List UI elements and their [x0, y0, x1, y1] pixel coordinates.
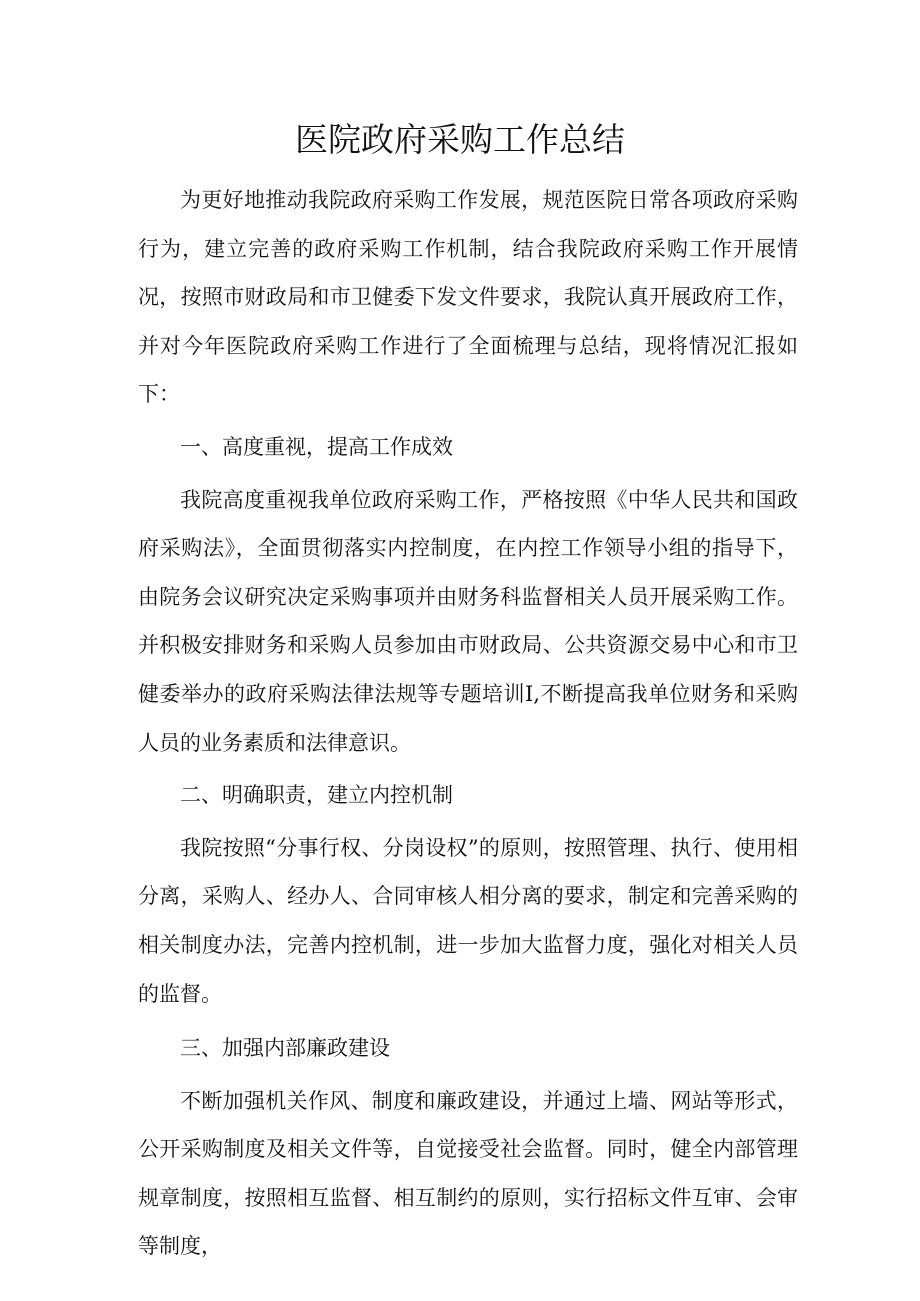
section-paragraph-3: 不断加强机关作风、制度和廉政建设，并通过上墙、网站等形式，公开采购制度及相关文件等，自觉接受社会监督。同时，健全内部管理规章制度，按照相互监督、相互制约的原则，实行招标文件互审、会审等制度，	[138, 1088, 798, 1259]
document-title: 医院政府采购工作总结	[295, 120, 625, 159]
section-paragraph-1: 我院高度重视我单位政府采购工作，严格按照《中华人民共和国政府采购法》，全面贯彻落实内控制度，在内控工作领导小组的指导下，由院务会议研究决定采购事项并由财务科监督相关人员开展采购工作。并积极安排财务和采购人员参加由市财政局、公共资源交易中心和市卫健委举办的政府采购法律法规等专题培训I,不断提高我单位财务和采购人员的业务素质和法律意识。	[138, 487, 798, 755]
intro-paragraph: 为更好地推动我院政府采购工作发展，规范医院日常各项政府采购行为，建立完善的政府采购工作机制，结合我院政府采购工作开展情况，按照市财政局和市卫健委下发文件要求，我院认真开展政府工作，并对今年医院政府采购工作进行了全面梳理与总结，现将情况汇报如下：	[138, 188, 798, 407]
section-heading-1: 一、高度重视，提高工作成效	[180, 434, 453, 459]
section-heading-2: 二、明确职责，建立内控机制	[180, 783, 453, 808]
document-body	[138, 176, 798, 1271]
section-paragraph-2: 我院按照“分事行权、分岗设权”的原则，按照管理、执行、使用相分离，采购人、经办人、合同审核人相分离的要求，制定和完善采购的相关制度办法，完善内控机制，进一步加大监督力度，强化对相关人员的监督。	[138, 835, 798, 1006]
section-heading-3: 三、加强内部廉政建设	[180, 1036, 390, 1061]
